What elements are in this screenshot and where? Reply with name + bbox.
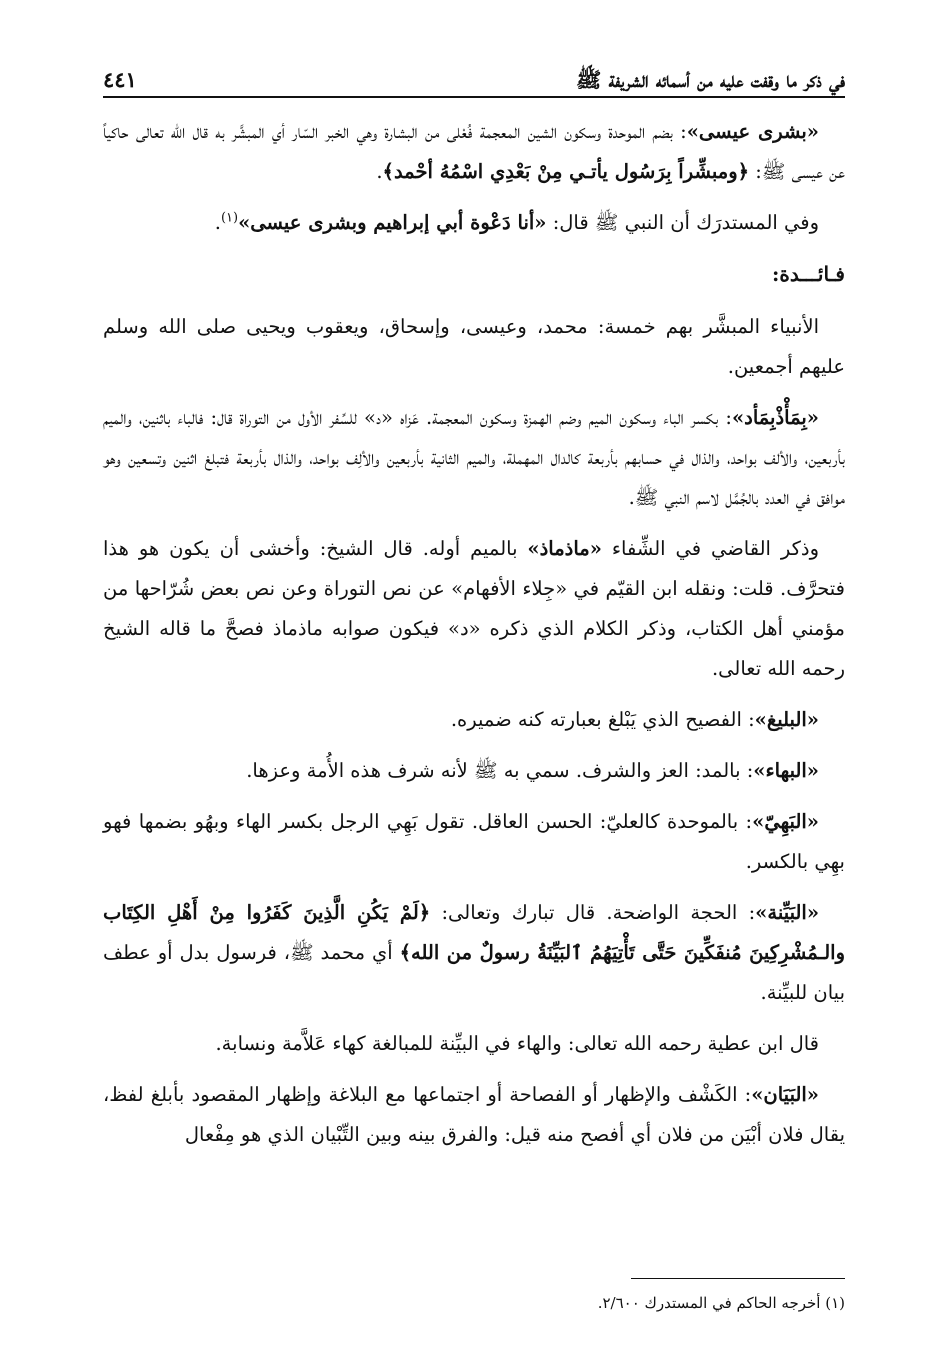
paragraph-tail: أي محمد ﷺ، فرسول بدل أو عطف بيان للبيِّنة.: [103, 941, 845, 1004]
paragraph-baligh: [103, 700, 845, 740]
term-bimadh: «بِمَأْذْبِمَأد»: [731, 406, 819, 429]
header-rule: [103, 96, 845, 98]
term-bayyina: «البَيِّنة»: [755, 901, 820, 924]
paragraph-text: : بكسر الباء وسكون الميم وضم الهمزة وسكون المعجمة. عَزاه «د» للسِّفر الأول من التوراة قال: فالباء باثنين، والميم بأربعين، والألف بواحد، والذال في حسابهم بأربعة كالدال المهملة، والميم الثانية بأربعين والألِف بواحد، والذال بأربعة فتبلغ اثنين وتسعين وهو موافق في العدد بالجُمَّل لاسم النبي ﷺ.: [103, 406, 845, 509]
paragraph-text: : الكَشْف والإظهار أو الفصاحة أو اجتماعها مع البلاغة وإظهار المقصود بأبلغ لفظ، يقال فلان أبْيَن من فلان أي أفصح منه قيل: والفرق بينه وبين التِّبْيان الذي هو مِفْعال: [103, 1083, 845, 1146]
term-madhmadh: «ماذماذ»: [527, 537, 602, 560]
paragraph-ibn-atiyya: قال ابن عطية رحمه الله تعالى: والهاء في البيِّنة للمبالغة كهاء عَلاَّمة ونسابة.: [215, 1032, 819, 1055]
term-bushra-isa: «بشرى عيسى»: [686, 120, 819, 143]
main-text: [103, 112, 845, 1166]
quran-quote: ﴿لَمْ يَكُنِ الَّذِينَ كَفَرُوا مِنْ أَهْلِ الكِتَاب والـمُشْرِكِينَ مُنفَكِّينَ حَتَّى تَأْتِيَهُمُ ٱلبَيِّنَةُ رسولٌ من الله﴾: [103, 901, 846, 964]
paragraph-mustadrak: [103, 203, 845, 243]
term-bahaa: «البهاء»: [753, 759, 819, 782]
footnote-rule: [631, 1278, 845, 1279]
term-bahiy: «البَهِيّ»: [752, 810, 819, 833]
paragraph-lead: وفي المستدرَك أن النبي ﷺ قال:: [546, 211, 819, 234]
paragraph-bahaa: [103, 751, 845, 791]
hadith-quote: «أنا دَعْوة أبي إبراهيم وبشرى عيسى»: [238, 211, 547, 234]
paragraph-text: : الحجة الواضحة. قال تبارك وتعالى:: [430, 901, 756, 924]
running-header: [103, 48, 845, 94]
paragraph-text: : بضم الموحدة وسكون الشين المعجمة فُعْلى من البشارة وهي الخبر السّار أي المبشَّر به قال الله تعالى حاكياً عن عيسى ﷺ:: [103, 120, 845, 183]
term-bayan: «البَيَان»: [751, 1083, 819, 1106]
paragraph-lead: وذكر القاضي في الشِّفاء: [601, 537, 819, 560]
page-number: ٤٤١: [103, 67, 137, 92]
paragraph-text: بالميم أوله. قال الشيخ: وأخشى أن يكون هو هذا فتحرَّف. قلت: ونقله ابن القيّم في «جِلاء الأفهام» عن نص التوراة وعن نص بعض شُرّاحها من مؤمني أهل الكتاب، وذكر الكلام الذي ذكره «د» فيكون صوابه ماذماذ فصحَّ ما قاله الشيخ رحمه الله تعالى.: [103, 537, 845, 680]
section-heading-faida: فـائـــدة:: [771, 262, 845, 286]
paragraph-prophets: الأنبياء المبشَّر بهم خمسة: محمد، وعيسى، وإسحاق، ويعقوب ويحيى صلى الله وسلم عليهم أجمعين.: [103, 315, 845, 378]
footnote: (١) أخرجه الحاكم في المستدرك ٢/٦٠٠.: [597, 1294, 845, 1312]
paragraph-text: : بالمد: العز والشرف. سمي به ﷺ لأنه شرف هذه الأُمة وعزها.: [246, 759, 754, 782]
header-title: في ذكر ما وقفت عليه من أسمائه الشريفة ﷺ: [575, 67, 845, 92]
paragraph-madhmadh: [103, 529, 845, 689]
paragraph-bayyina: [103, 893, 845, 1013]
quran-quote: ﴿ومبشِّراً بِرَسُول يأتـي مِنْ بَعْدِي اسْمُهُ أحْمد﴾: [382, 160, 750, 183]
paragraph-bimadh: [103, 398, 845, 518]
footnote-ref: (١): [220, 210, 239, 226]
paragraph-bushra-isa: [103, 112, 845, 192]
paragraph-text: : بالموحدة كالعليّ: الحسن العاقل. تقول بَهِي الرجل بكسر الهاء وبهُو بضمها فهو بهِي بالكسر.: [103, 810, 845, 873]
paragraph-bayan: [103, 1075, 845, 1155]
paragraph-tail: .: [214, 211, 221, 234]
term-baligh: «البليغ»: [754, 708, 819, 731]
paragraph-text: : الفصيح الذي يَبْلغ بعبارته كنه ضميره.: [450, 708, 755, 731]
paragraph-tail: .: [376, 160, 383, 183]
paragraph-bahiy: [103, 802, 845, 882]
